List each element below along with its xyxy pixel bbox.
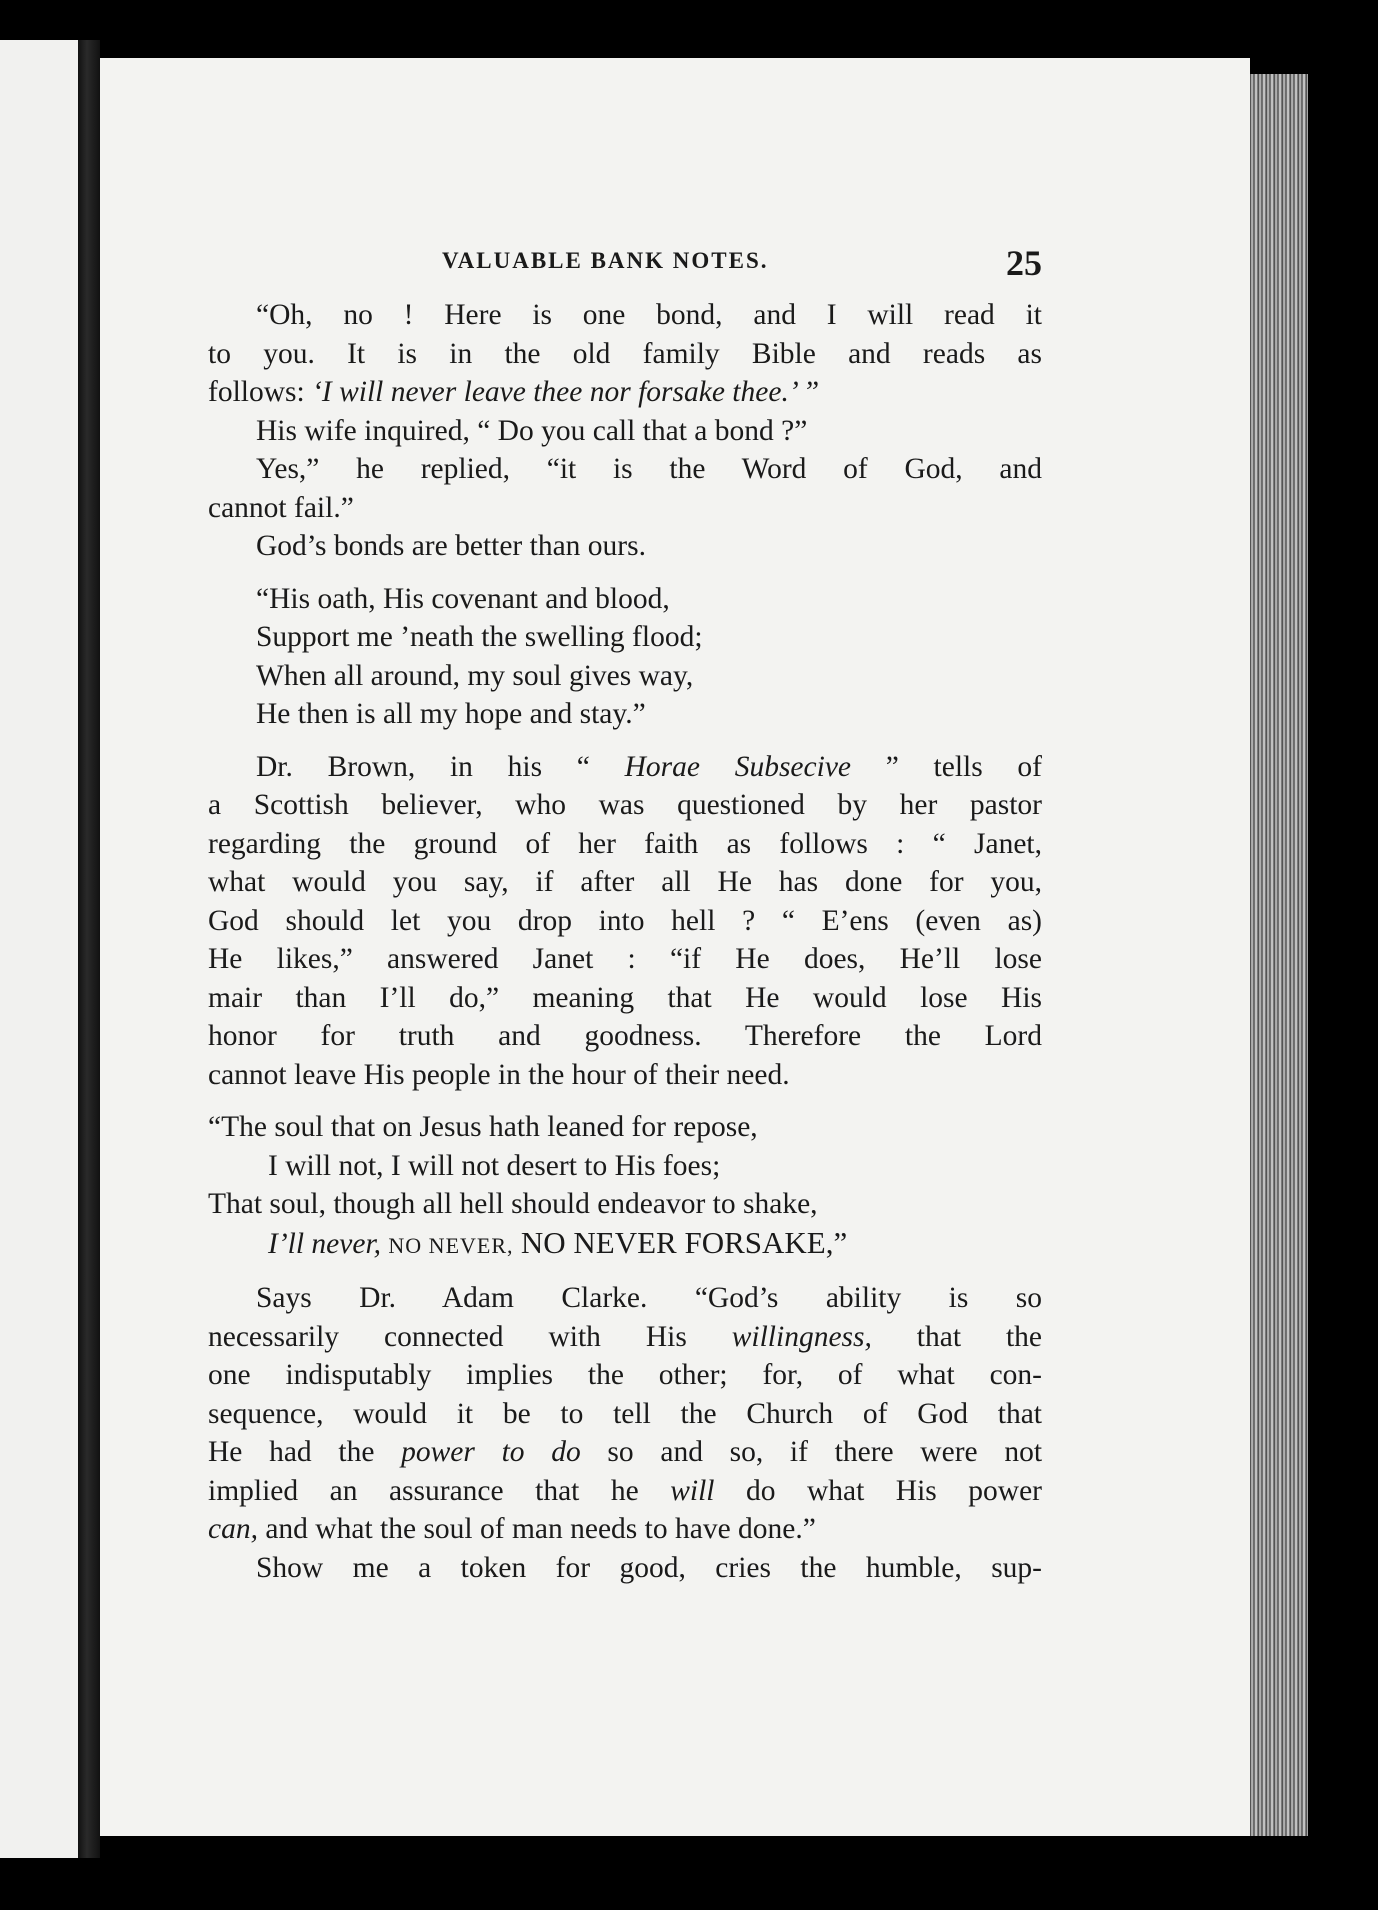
text-span: necessarily connected with His (208, 1320, 687, 1353)
running-title: VALUABLE BANK NOTES. (442, 248, 769, 273)
text-span: Horae Subsecive (624, 750, 852, 783)
text-span: I’ll never, (268, 1227, 382, 1260)
body-text (208, 296, 1042, 1587)
text-span: honor for truth and goodness. Therefore the Lord (208, 1020, 1042, 1052)
text-span: He then is all my hope and stay.” (256, 698, 646, 730)
text-span: That soul, though all hell should endeavor to shake, (208, 1188, 818, 1220)
paragraph-gap (208, 1094, 1042, 1108)
text-span: can, (208, 1513, 258, 1545)
text-span: what would you say, if after all He has done for you, (208, 866, 1042, 898)
text-line (208, 863, 1042, 902)
text-span: power to do (401, 1436, 581, 1468)
text-span: Yes,” he replied, “it is the Word of God, and (256, 453, 1042, 485)
text-line (208, 902, 1042, 941)
text-line (208, 1356, 1042, 1395)
text-line (208, 373, 1042, 412)
page-edges (1250, 74, 1308, 1836)
page-content (208, 243, 1043, 1587)
text-line (208, 527, 1042, 566)
text-line (208, 1510, 1042, 1549)
text-span: Support me ’neath the swelling flood; (256, 621, 703, 653)
text-span: God’s bonds are better than ours. (256, 530, 646, 562)
text-line (208, 1279, 1042, 1318)
text-line (208, 786, 1042, 825)
text-span: implied an assurance that he (208, 1474, 639, 1507)
text-span: do what His power (745, 1474, 1043, 1507)
text-line (208, 695, 1042, 734)
text-line (208, 1017, 1042, 1056)
text-line (208, 748, 1042, 787)
text-span: ” tells of (885, 750, 1042, 783)
paragraph-gap (208, 734, 1042, 748)
text-line (208, 1108, 1042, 1147)
text-span: cannot leave His people in the hour of their need. (208, 1058, 790, 1091)
text-line (208, 1433, 1042, 1472)
text-line (208, 1147, 1042, 1186)
running-head (208, 243, 1042, 296)
text-line (208, 1185, 1042, 1224)
text-line (208, 979, 1042, 1018)
text-span: so and so, if there were not (607, 1436, 1043, 1468)
paragraph-gap (208, 566, 1042, 580)
text-span: and what the soul of man needs to have done.” (265, 1513, 816, 1545)
text-span: NO NEVER, (388, 1232, 514, 1258)
text-line (208, 1056, 1042, 1095)
text-line (208, 450, 1042, 489)
text-line (208, 618, 1042, 657)
text-span: follows: (208, 376, 305, 408)
text-span: ‘I will never leave thee nor forsake thee.’ ” (312, 376, 820, 408)
text-span: He had the (208, 1436, 375, 1468)
left-page-edge (0, 40, 78, 1858)
text-line (208, 1318, 1042, 1357)
text-line (208, 657, 1042, 696)
text-span: mair than I’ll do,” meaning that He would lose His (208, 981, 1042, 1014)
text-span: NO NEVER FORSAKE,” (520, 1224, 848, 1260)
text-span: cannot fail.” (208, 491, 354, 524)
text-line (208, 825, 1042, 864)
text-span: “His oath, His covenant and blood, (256, 582, 670, 615)
text-line (208, 1224, 1042, 1266)
text-span: to you. It is in the old family Bible and reads as (208, 337, 1042, 370)
text-span: I will not, I will not desert to His foes; (268, 1149, 721, 1182)
text-line (208, 296, 1042, 335)
text-span: regarding the ground of her faith as follows : “ Janet, (208, 827, 1042, 860)
text-line (208, 489, 1042, 528)
text-span: that the (916, 1320, 1042, 1353)
text-span: willingness, (731, 1320, 872, 1353)
text-line (208, 940, 1042, 979)
text-line (208, 412, 1042, 451)
text-span: Show me a token for good, cries the humble, sup- (256, 1551, 1042, 1584)
text-span: “Oh, no ! Here is one bond, and I will read it (256, 299, 1042, 331)
text-line (208, 1395, 1042, 1434)
paragraph-gap (208, 1265, 1042, 1279)
text-span: God should let you drop into hell ? “ E’ens (even as) (208, 904, 1042, 937)
text-span: “The soul that on Jesus hath leaned for repose, (208, 1111, 758, 1143)
text-span: He likes,” answered Janet : “if He does, He’ll lose (208, 943, 1042, 975)
page-number: 25 (1006, 243, 1042, 283)
text-line (208, 335, 1042, 374)
text-span: Says Dr. Adam Clarke. “God’s ability is so (256, 1282, 1042, 1314)
text-span: one indisputably implies the other; for, of what con- (208, 1359, 1042, 1391)
text-span: sequence, would it be to tell the Church of God that (208, 1397, 1042, 1430)
text-span: Dr. Brown, in his “ (256, 750, 590, 783)
text-line (208, 580, 1042, 619)
text-span: a Scottish believer, who was questioned by her pastor (208, 789, 1042, 821)
text-line (208, 1472, 1042, 1511)
text-span: His wife inquired, “ Do you call that a bond ?” (256, 414, 808, 447)
text-span: When all around, my soul gives way, (256, 659, 694, 692)
text-span: will (670, 1474, 715, 1507)
text-line (208, 1549, 1042, 1588)
book-gutter (78, 40, 100, 1858)
